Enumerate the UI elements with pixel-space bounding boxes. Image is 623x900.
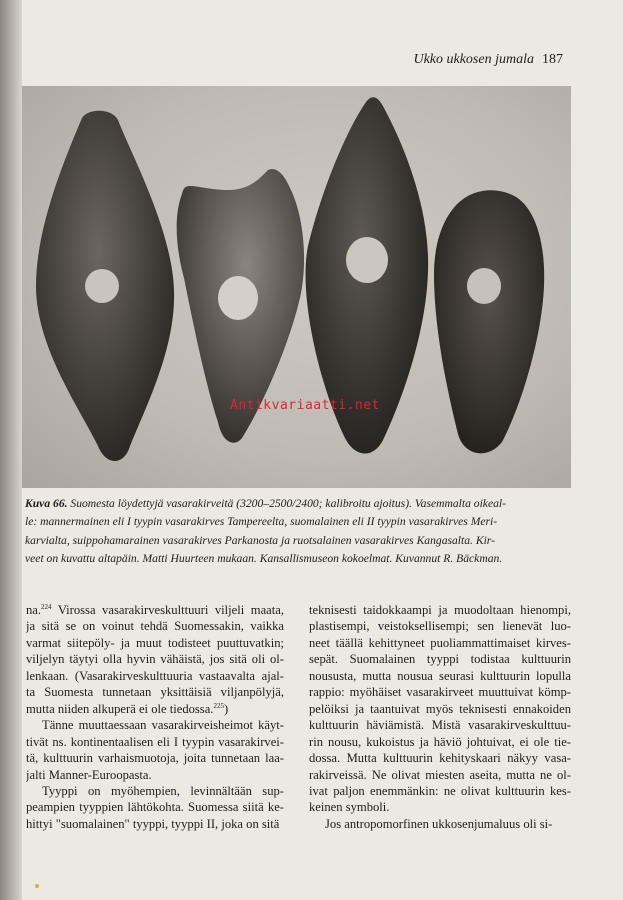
body-line <box>26 635 284 651</box>
caption-text: le: mannermainen eli I tyypin vasarakirves Tampereelta, suomalainen eli II tyypin vasarakirves Meri- <box>25 515 498 529</box>
body-text: jalti Manner-Euroopasta. <box>26 767 152 782</box>
caption-line <box>25 513 573 531</box>
body-line: ivat paljon enemmänkin: ne olivat kulttuurin kes- <box>309 783 571 798</box>
body-text: lenkaan. (Vasarakirveskulttuuria vastaavalta ajal- <box>26 668 284 683</box>
body-text: ja sitä se on voinut tehdä Suomessakin, vaikka <box>26 619 284 634</box>
body-line: noususta, mutta nousua seurasi kulttuurin lopulla <box>309 668 571 683</box>
body-line <box>26 618 284 634</box>
page-edge-mark <box>35 884 39 888</box>
body-line <box>26 668 284 684</box>
caption-label: Kuva 66. <box>25 497 68 510</box>
body-line <box>26 651 284 667</box>
body-line <box>26 734 284 750</box>
axe-1 <box>36 111 174 461</box>
body-line: teknisesti taidokkaampi ja muodoltaan hienompi, <box>309 603 571 617</box>
body-line <box>26 816 284 832</box>
body-line: kulttuurin häviämistä. Mistä vasarakirveskulttuu- <box>309 718 571 733</box>
caption-text: veet on kuvattu altapäin. Matti Huurteen mukaan. Kansallismuseon kokoelmat. Kuvannut R. Bäckman. <box>25 552 503 566</box>
body-line: rin nousu, kukoistus ja häviö johtuivat, ei ole tie- <box>309 734 571 749</box>
body-text: ) <box>223 701 229 716</box>
running-head-title: Ukko ukkosen jumala <box>413 52 534 67</box>
body-line: neet täällä kehittyneet puoliammattimaiset kirves- <box>309 635 571 650</box>
caption-line <box>25 550 573 568</box>
page-number: 187 <box>542 52 563 67</box>
body-text: tä, kulttuurin varhaismuotoja, joita tunnetaan laa- <box>26 751 284 766</box>
body-line <box>26 701 284 717</box>
body-line: sepät. Suomalainen tyyppi todistaa kulttuurin <box>309 652 571 667</box>
book-binding-shadow <box>0 0 22 900</box>
text-column-left <box>26 602 284 832</box>
footnote-ref: 224 <box>41 602 52 611</box>
figure-caption <box>25 495 573 569</box>
body-line <box>26 799 284 815</box>
body-line: plastisempi, veistoksellisempi; sen lienevät luo- <box>309 619 571 634</box>
stone-axes-illustration <box>22 86 571 488</box>
body-text: ta Suomesta tunnetaan yksittäisiä viljanpölyjä, <box>26 685 284 700</box>
body-line <box>26 750 284 766</box>
body-line: Jos antropomorfinen ukkosenjumaluus oli si- <box>325 816 553 831</box>
body-line: rappio: myöhäiset vasarakirveet muuttuivat kömp- <box>309 685 571 700</box>
body-line: pelöiksi ja taantuivat myös teknisesti ennakoiden <box>309 701 571 716</box>
body-text: varmat siitepöly- ja muut todisteet puuttuvatkin; <box>26 635 284 650</box>
body-text: Tyyppi on myöhempien, levinnältään sup- <box>42 783 284 798</box>
body-text: Virossa vasarakirveskulttuuri viljeli maata, <box>51 603 284 617</box>
watermark: Antikvariaatti.net <box>230 398 380 413</box>
body-line <box>26 684 284 700</box>
body-line <box>26 717 284 733</box>
body-text: Tänne muuttaessaan vasarakirveisheimot käyt- <box>42 718 284 733</box>
axe-4 <box>434 190 544 453</box>
caption-line <box>25 495 573 513</box>
figure-photo <box>22 86 571 488</box>
caption-text: karvialta, suippohamarainen vasarakirves Parkanosta ja ruotsalainen vasarakirves Kangasalta. Kir- <box>25 533 495 547</box>
caption-line <box>25 532 573 550</box>
body-line: rakirveissä. Ne olivat miesten aseita, mutta ne ol- <box>309 767 571 782</box>
body-text: peampien tyyppien lähtökohta. Suomessa siitä ke- <box>26 800 284 815</box>
body-text: viljelyn täytyi olla hyvin vähäistä, jos sitä oli ol- <box>26 652 284 667</box>
text-column-right <box>309 602 571 832</box>
body-text: na. <box>26 603 42 617</box>
caption-text: Suomesta löydettyjä vasarakirveitä (3200–2500/2400; kalibroitu ajoitus). Vasemmalta oikeal- <box>67 497 506 510</box>
body-line <box>26 767 284 783</box>
footnote-ref: 225 <box>213 701 224 710</box>
body-text: tivät ns. kontinentaalisen eli I tyypin vasarakirvei- <box>26 734 284 749</box>
body-line: dossa. Mutta kulttuurin kehityskaari näkyy vasa- <box>309 751 571 766</box>
body-text: hittyi "suomalainen" tyyppi, tyyppi II, joka on sitä <box>26 816 280 831</box>
body-text: mutta niiden alkuperä ei ole tiedossa. <box>26 701 214 716</box>
running-head <box>413 52 563 68</box>
body-line <box>26 602 284 618</box>
body-line: keinen symboli. <box>309 800 390 815</box>
body-line <box>26 783 284 799</box>
